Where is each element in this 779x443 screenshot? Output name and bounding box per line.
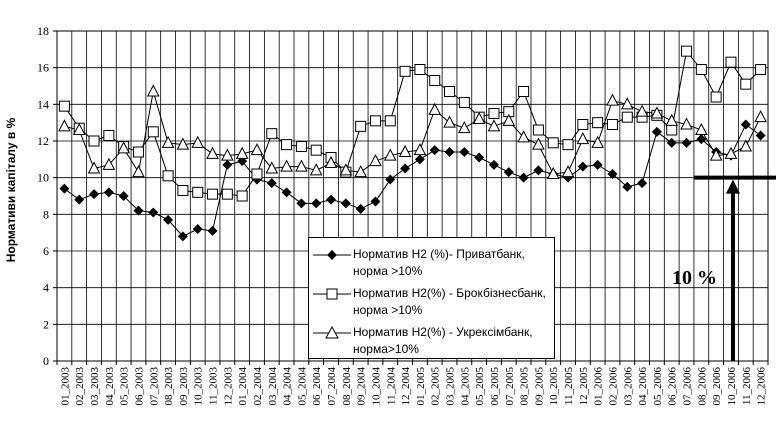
x-tick-label: 12_2004 [400,367,413,406]
data-point-brokbiznesbank [370,116,380,126]
x-tick-label: 09_2004 [355,367,368,406]
data-point-brokbiznesbank [519,87,529,97]
data-point-brokbiznesbank [696,65,706,75]
data-point-brokbiznesbank [178,186,188,196]
data-point-brokbiznesbank [741,79,751,89]
x-tick-label: 12_2006 [755,367,768,406]
y-tick-label: 4 [43,280,49,295]
diamond-marker-icon [313,248,351,262]
x-tick-label: 04_2003 [103,367,116,406]
x-tick-label: 02_2003 [74,367,87,406]
x-tick-label: 03_2003 [89,367,102,406]
x-tick-label: 06_2003 [133,367,146,406]
x-tick-label: 07_2003 [148,367,161,406]
y-tick-label: 16 [37,60,49,75]
x-tick-label: 03_2005 [444,367,457,406]
data-point-brokbiznesbank [163,171,173,181]
legend-label-brokbiznesbank: Норматив Н2(%) - Брокбізнесбанк, норма >10% [353,286,546,317]
y-tick-label: 2 [43,317,49,332]
x-tick-label: 08_2004 [340,367,353,406]
y-tick-label: 0 [43,354,49,368]
square-marker-icon [313,287,351,301]
x-tick-label: 08_2006 [696,367,709,406]
x-tick-label: 11_2006 [740,367,753,406]
data-point-brokbiznesbank [711,92,721,102]
y-tick-label: 12 [37,134,49,148]
data-point-brokbiznesbank [459,98,469,108]
data-point-brokbiznesbank [148,127,158,137]
x-tick-label: 10_2003 [192,367,205,406]
x-tick-label: 01_2004 [237,367,250,406]
data-point-brokbiznesbank [415,65,425,75]
data-point-brokbiznesbank [682,46,692,56]
triangle-marker-icon [313,326,351,340]
legend-label-privatbank: Норматив Н2 (%)- Приватбанк, норма >10% [353,247,525,278]
data-point-brokbiznesbank [548,138,558,148]
y-tick-label: 10 [37,170,49,185]
x-tick-label: 04_2005 [459,367,472,406]
data-point-brokbiznesbank [400,66,410,76]
x-tick-label: 08_2005 [518,367,531,406]
y-axis-label-wrap [4,110,20,270]
data-point-brokbiznesbank [356,121,366,131]
x-tick-label: 10_2006 [725,367,738,406]
data-point-brokbiznesbank [311,145,321,155]
x-tick-label: 02_2004 [251,367,264,406]
x-tick-label: 04_2006 [637,367,650,406]
legend-label-ukreximbank: Норматив Н2(%) - Укрексімбанк, норма>10% [353,325,533,356]
legend [308,237,555,359]
data-point-brokbiznesbank [208,189,218,199]
y-tick-label: 14 [37,97,49,112]
x-tick-label: 09_2005 [533,367,546,406]
data-point-brokbiznesbank [385,116,395,126]
data-point-brokbiznesbank [607,120,617,130]
data-point-brokbiznesbank [222,189,232,199]
x-tick-label: 02_2005 [429,367,442,406]
x-tick-label: 07_2006 [681,367,694,406]
data-point-brokbiznesbank [104,131,114,141]
data-point-brokbiznesbank [59,101,69,111]
data-point-brokbiznesbank [667,125,677,135]
data-point-brokbiznesbank [563,140,573,150]
x-tick-label: 11_2004 [385,367,398,406]
x-tick-label: 01_2006 [592,367,605,406]
x-tick-label: 09_2003 [177,367,190,406]
x-tick-label: 05_2006 [651,367,664,406]
data-point-brokbiznesbank [622,112,632,122]
data-point-brokbiznesbank [533,125,543,135]
y-tick-label: 6 [43,244,49,258]
x-tick-label: 06_2004 [311,367,324,406]
x-tick-label: 07_2004 [326,367,339,406]
x-tick-label: 05_2004 [296,367,309,406]
x-tick-label: 03_2004 [266,367,279,406]
data-point-brokbiznesbank [296,142,306,152]
x-tick-label: 10_2004 [370,367,383,406]
data-point-brokbiznesbank [726,57,736,67]
data-point-brokbiznesbank [489,109,499,119]
x-tick-label: 06_2005 [488,367,501,406]
data-point-brokbiznesbank [430,76,440,86]
data-point-brokbiznesbank [89,136,99,146]
x-tick-label: 11_2003 [207,367,220,406]
x-tick-label: 06_2006 [666,367,679,406]
data-point-brokbiznesbank [593,118,603,128]
x-tick-label: 04_2004 [281,367,294,406]
data-point-brokbiznesbank [282,140,292,150]
x-tick-label: 09_2006 [711,367,724,406]
x-tick-label: 05_2005 [474,367,487,406]
x-tick-label: 12_2003 [222,367,235,406]
x-tick-label: 11_2005 [563,367,576,406]
data-point-brokbiznesbank [237,191,247,201]
data-point-brokbiznesbank [193,187,203,197]
data-point-brokbiznesbank [267,129,277,139]
data-point-brokbiznesbank [133,147,143,157]
threshold-annotation-label: 10 % [672,267,717,289]
x-tick-label: 10_2005 [548,367,561,406]
x-tick-label: 01_2003 [59,367,72,406]
data-point-brokbiznesbank [756,65,766,75]
data-point-brokbiznesbank [252,169,262,179]
x-tick-label: 02_2006 [607,367,620,406]
x-tick-label: 07_2005 [503,367,516,406]
x-tick-label: 08_2003 [163,367,176,406]
y-tick-label: 18 [37,24,49,38]
x-tick-label: 05_2003 [118,367,131,406]
x-tick-label: 03_2006 [622,367,635,406]
data-point-brokbiznesbank [578,120,588,130]
data-point-brokbiznesbank [445,87,455,97]
y-axis-label: Нормативи капіталу в % [4,117,18,263]
y-tick-label: 8 [43,207,49,222]
x-tick-label: 12_2005 [577,367,590,406]
x-tick-label: 01_2005 [414,367,427,406]
